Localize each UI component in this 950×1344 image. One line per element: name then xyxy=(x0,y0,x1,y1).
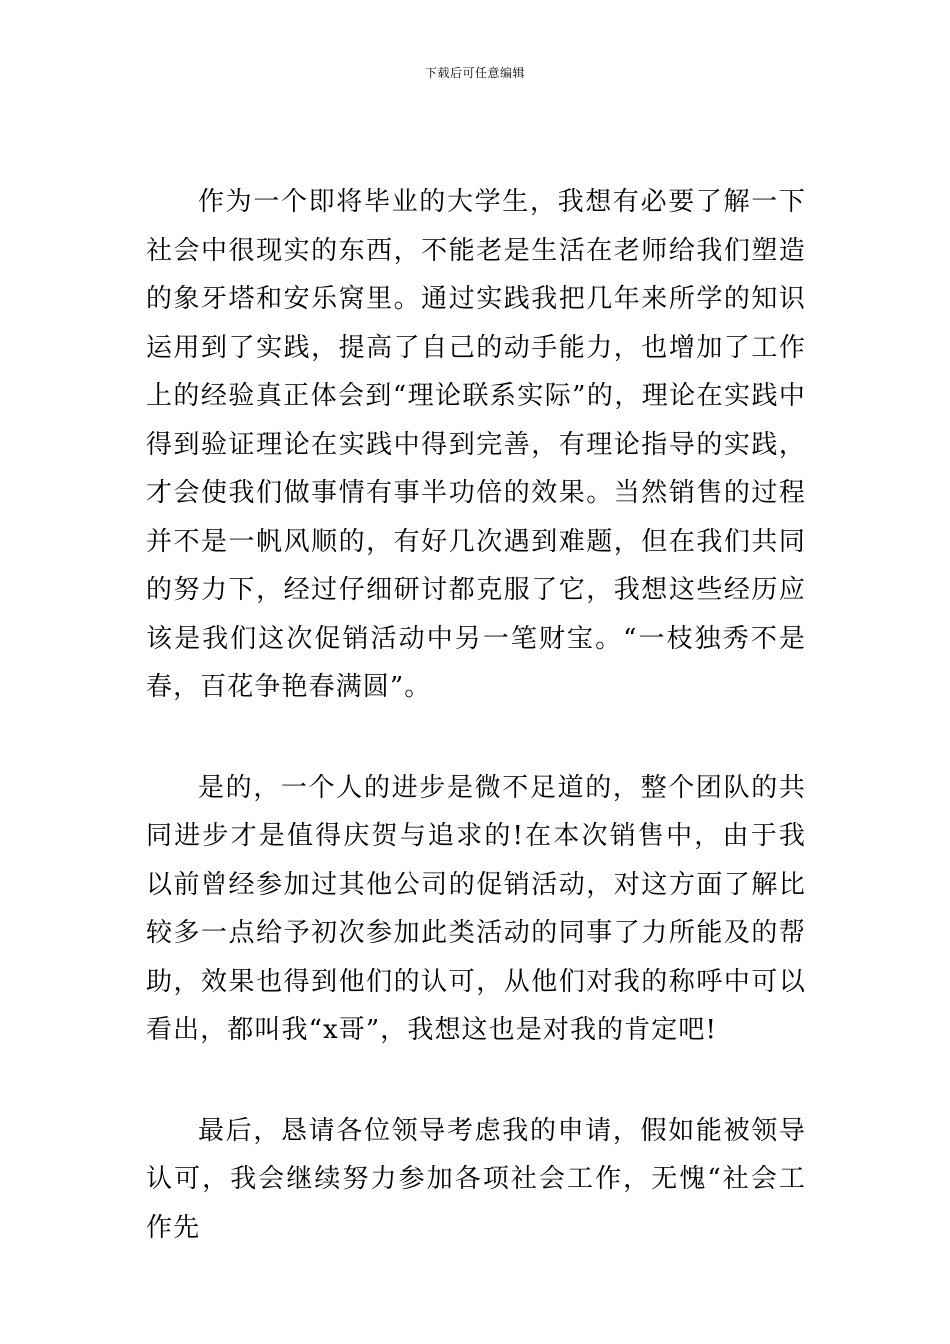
document-body xyxy=(146,178,806,1304)
page-header: 下载后可任意编辑 xyxy=(424,66,525,80)
paragraph-1: 作为一个即将毕业的大学生，我想有必要了解一下社会中很现实的东西，不能老是生活在老师给我们塑造的象牙塔和安乐窝里。通过实践我把几年来所学的知识运用到了实践，提高了自己的动手能力，也增加了工作上的经验真正体会到“理论联系实际”的，理论在实践中得到验证理论在实践中得到完善，有理论指导的实践，才会使我们做事情有事半功倍的效果。当然销售的过程并不是一帆风顺的，有好几次遇到难题，但在我们共同的努力下，经过仔细研讨都克服了它，我想这些经历应该是我们这次促销活动中另一笔财宝。“一枝独秀不是春，百花争艳春满圆”。 xyxy=(146,187,806,702)
paragraph-3: 最后，恳请各位领导考虑我的申请，假如能被领导认可，我会继续努力参加各项社会工作，无愧“社会工作先 xyxy=(146,1115,806,1243)
paragraph-2: 是的，一个人的进步是微不足道的，整个团队的共同进步才是值得庆贺与追求的!在本次销售中，由于我以前曾经参加过其他公司的促销活动，对这方面了解比较多一点给予初次参加此类活动的同事了力所能及的帮助，效果也得到他们的认可，从他们对我的称呼中可以看出，都叫我“x哥”，我想这也是对我的肯定吧! xyxy=(146,772,806,1045)
